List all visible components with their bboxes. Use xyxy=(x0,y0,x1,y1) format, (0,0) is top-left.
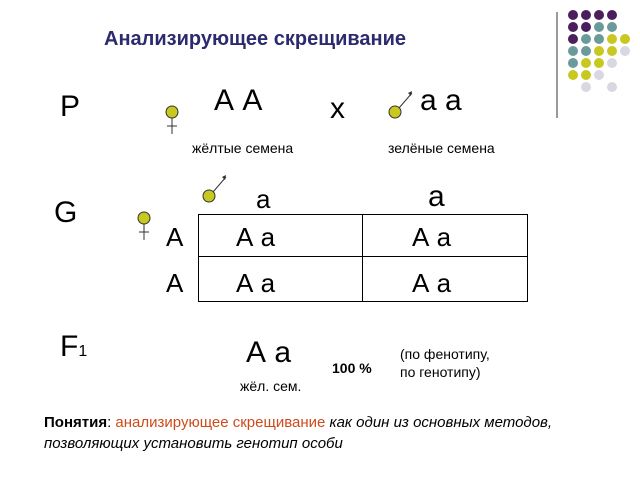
decorative-dot xyxy=(620,34,630,44)
gametes-label: G xyxy=(54,196,78,229)
offspring-note-line1: (по фенотипу, xyxy=(400,346,490,362)
decorative-dot xyxy=(607,58,617,68)
decorative-dot xyxy=(568,10,578,20)
offspring-label-letter: F xyxy=(60,330,79,363)
decorative-dot xyxy=(594,10,604,20)
decorative-dot xyxy=(581,34,591,44)
decorative-dot xyxy=(581,22,591,32)
decorative-dot xyxy=(568,46,578,56)
female-symbol-icon xyxy=(136,210,152,242)
male-genotype: а а xyxy=(420,84,462,117)
decorative-dot xyxy=(607,82,617,92)
concept-separator: : xyxy=(107,414,116,431)
punnett-cell: А а xyxy=(236,268,276,298)
offspring-genotype: А а xyxy=(246,336,292,369)
male-symbol-icon xyxy=(200,172,230,204)
decorative-dot xyxy=(607,10,617,20)
concept-text xyxy=(44,412,604,454)
decorative-dot xyxy=(568,70,578,80)
decorative-dot xyxy=(581,70,591,80)
decorative-dot xyxy=(594,58,604,68)
decorative-dot xyxy=(568,58,578,68)
punnett-cell: А а xyxy=(412,268,452,298)
decorative-dot xyxy=(581,58,591,68)
offspring-note-line2: по генотипу) xyxy=(400,364,481,380)
decorative-dot xyxy=(581,46,591,56)
female-gamete-2: А xyxy=(166,268,184,298)
decorative-dot xyxy=(620,46,630,56)
concept-label: Понятия xyxy=(44,414,108,431)
decorative-dot xyxy=(568,22,578,32)
offspring-percent: 100 % xyxy=(332,360,372,376)
cross-symbol: х xyxy=(330,92,345,125)
punnett-cell: А а xyxy=(412,222,452,252)
female-gamete-1: А xyxy=(166,222,184,252)
male-symbol-icon xyxy=(386,88,416,120)
decorative-dot xyxy=(581,82,591,92)
decorative-dot xyxy=(594,46,604,56)
male-phenotype: зелёные семена xyxy=(388,140,495,156)
offspring-phenotype: жёл. сем. xyxy=(240,378,302,394)
offspring-label xyxy=(60,330,87,364)
decorative-dot xyxy=(581,10,591,20)
decorative-dot xyxy=(607,22,617,32)
offspring-label-subscript: 1 xyxy=(78,343,88,360)
decorative-dot xyxy=(568,34,578,44)
female-phenotype: жёлтые семена xyxy=(192,140,294,156)
decorative-dot xyxy=(594,22,604,32)
concept-description: как один из основных методов, позволяющих установить генотип особи xyxy=(44,414,553,452)
decorative-dot xyxy=(607,34,617,44)
parents-label: P xyxy=(60,90,81,123)
decorative-dot xyxy=(594,70,604,80)
decorative-dot-grid xyxy=(568,10,638,110)
punnett-cell: А а xyxy=(236,222,276,252)
decorative-dot xyxy=(594,34,604,44)
decorative-dot xyxy=(607,46,617,56)
male-gamete-2: а xyxy=(428,180,445,213)
male-gamete-1: а xyxy=(256,184,271,214)
decorative-divider xyxy=(556,12,558,118)
female-genotype: А А xyxy=(214,84,263,117)
slide-title: Анализирующее скрещивание xyxy=(104,28,407,50)
concept-term: анализирующее скрещивание xyxy=(115,414,326,431)
female-symbol-icon xyxy=(164,104,180,136)
